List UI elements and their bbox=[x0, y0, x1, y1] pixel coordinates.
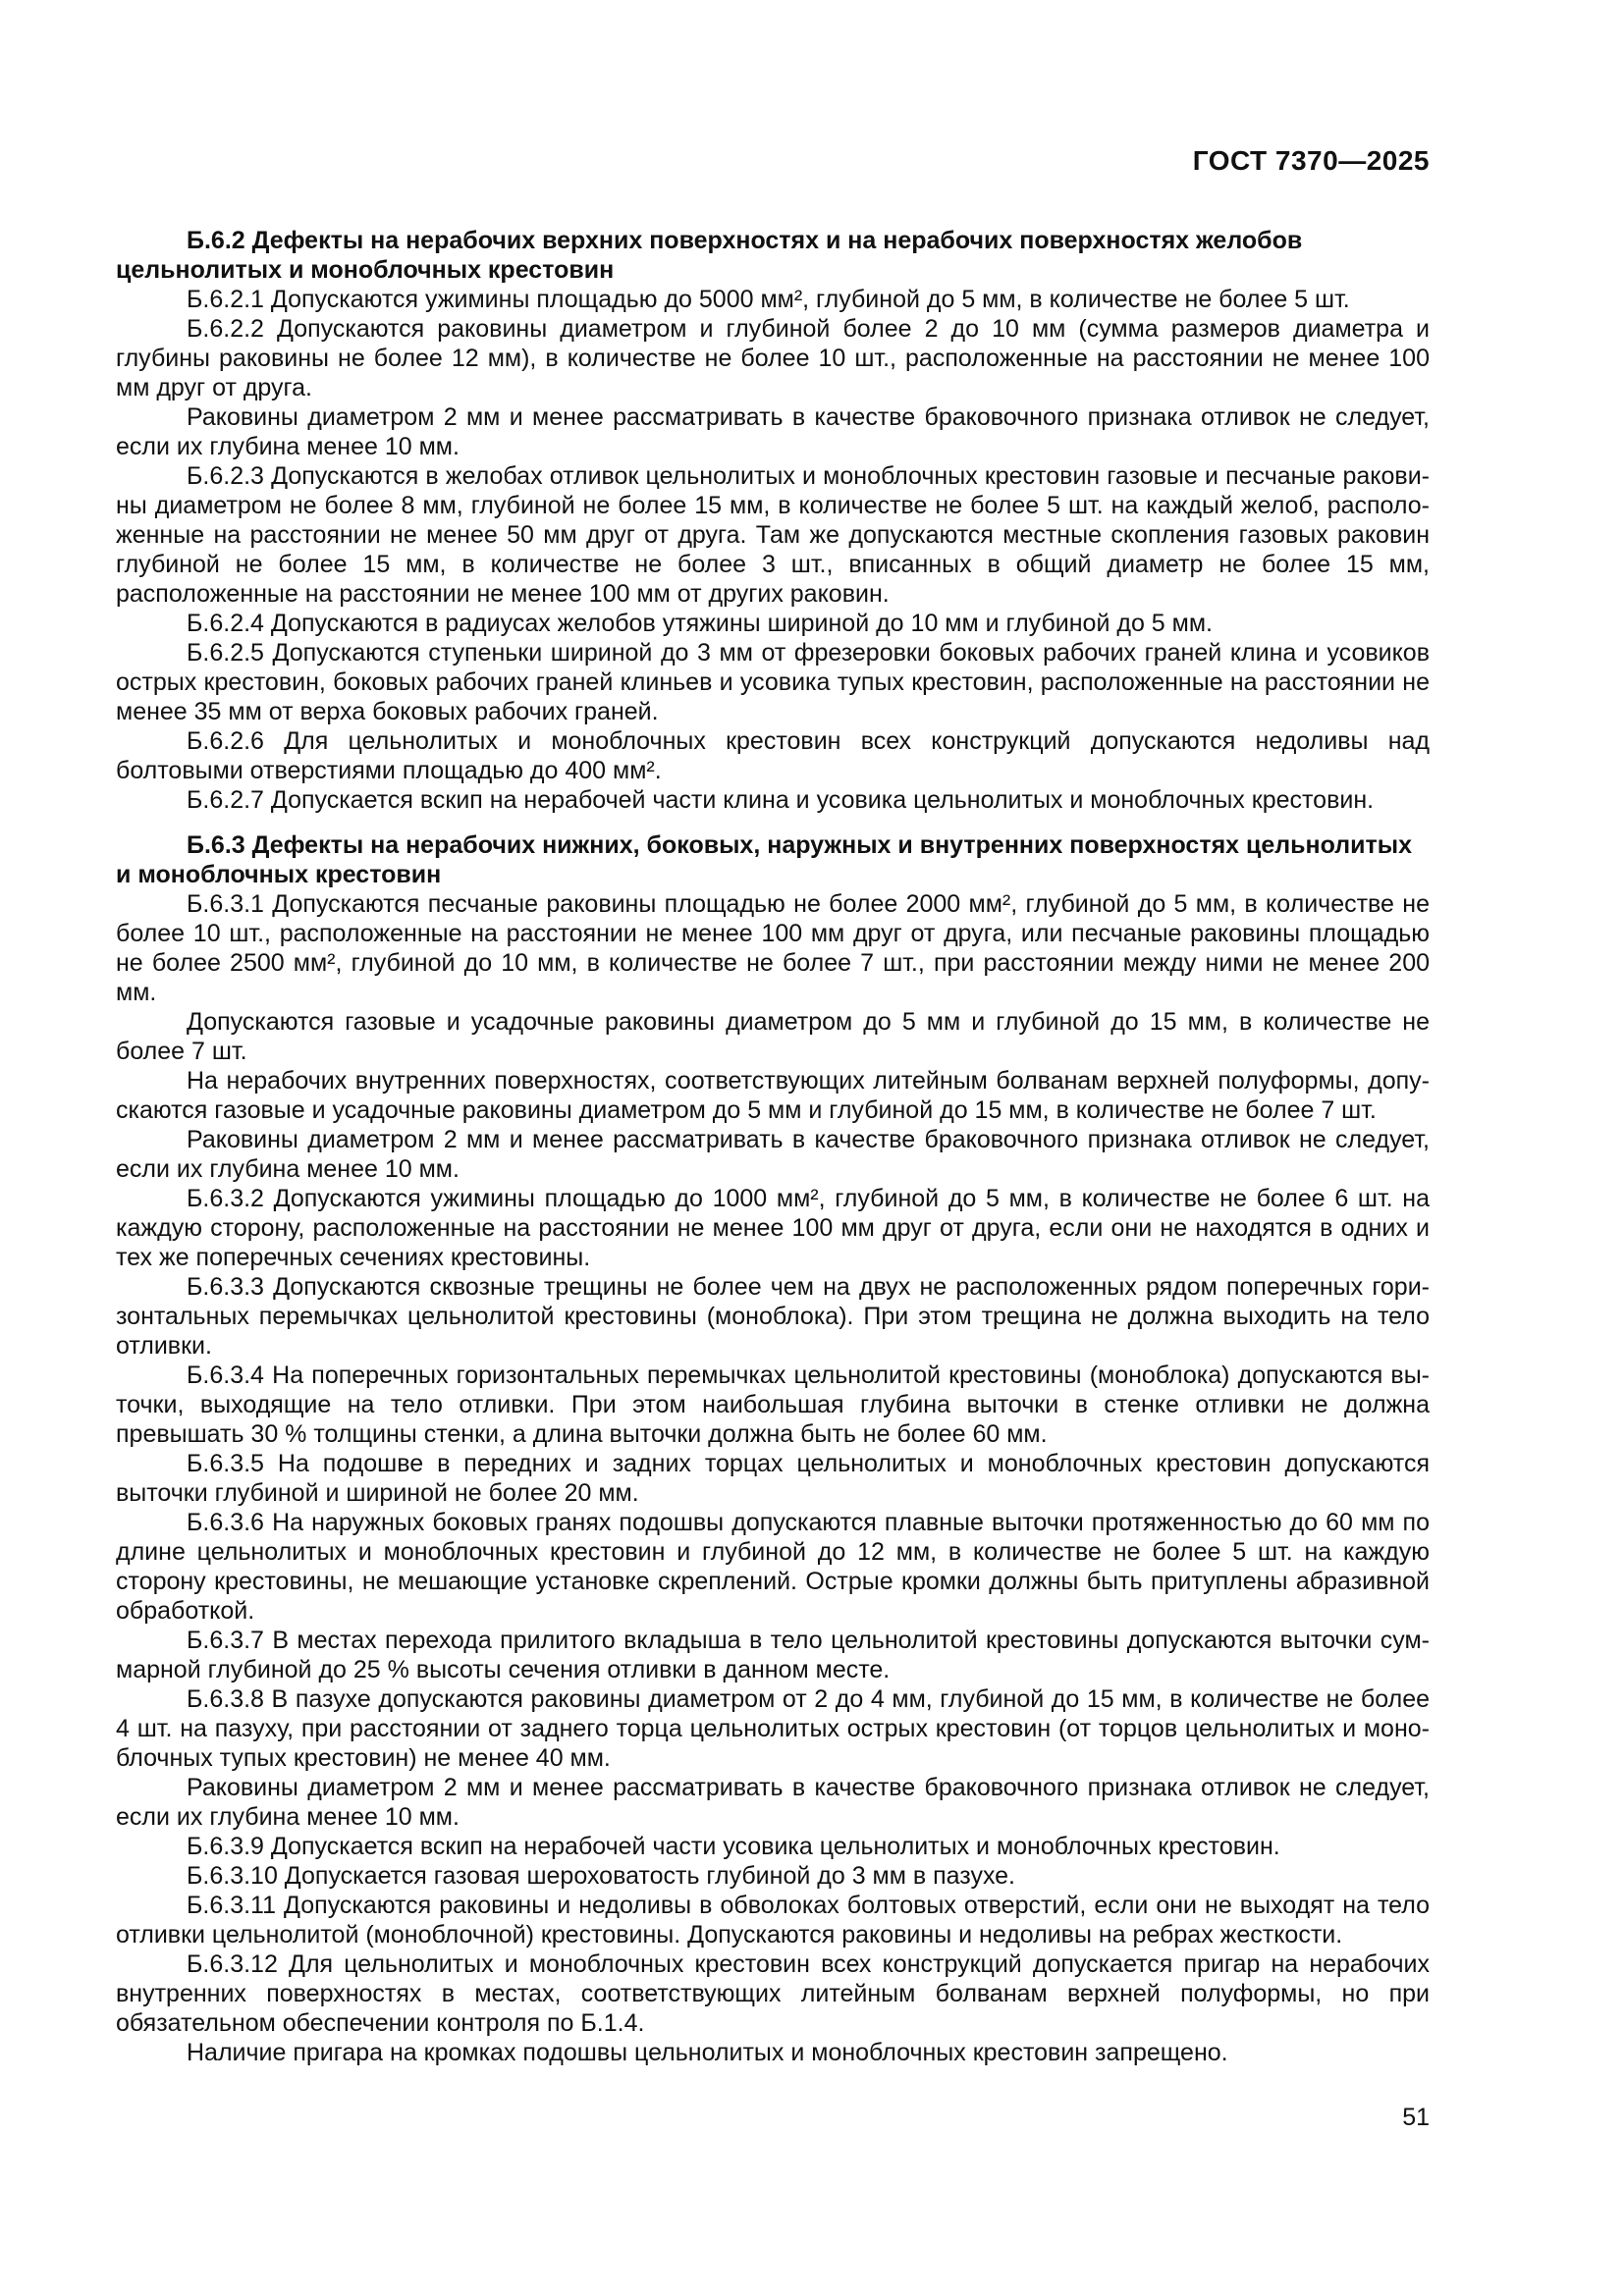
paragraph-prigar-ban: Наличие пригара на кромках подошвы цельнолитых и моноблочных крестовин запрещено. bbox=[187, 2039, 1228, 2066]
section-heading-b62: Б.6.2 Дефекты на нерабочих верхних поверхностях и на нерабочих поверхностях желобов цельнолитых и моноблочных крестовин bbox=[116, 227, 1303, 284]
paragraph-b639: Б.6.3.9 Допускается вскип на нерабочей части усовика цельнолитых и моноблочных крестовин. bbox=[187, 1833, 1280, 1860]
document-body bbox=[116, 226, 1430, 2067]
paragraph-b621: Б.6.2.1 Допускаются ужимины площадью до 5000 мм², глубиной до 5 мм, в количестве не более 5 шт. bbox=[187, 286, 1350, 313]
standard-reference: ГОСТ 7370—2025 bbox=[1192, 145, 1430, 176]
paragraph-b6311: Б.6.3.11 Допускаются раковины и недоливы в обволоках болтовых отверстий, если они не выходят на тело отливки цельнолитой (моноблочной) крестовины. Допускаются раковины и недоливы на ребрах жесткости. bbox=[116, 1892, 1430, 1949]
paragraph-b623: Б.6.2.3 Допускаются в желобах отливок цельнолитых и моноблочных крестовин газовые и песчаные раковины диаметром не более 8 мм, глубиной не более 15 мм, в количестве не более 5 шт. на каждый желоб, расположенные на расстоянии не менее 50 мм друг от друга. Там же допускаются местные скопления газовых раковин глубиной не более 15 мм, в количестве не более 3 шт., вписанных в общий диаметр не более 15 мм, расположенные на расстоянии не менее 100 мм от других раковин. bbox=[116, 462, 1430, 608]
running-header bbox=[116, 144, 1430, 178]
paragraph-b632: Б.6.3.2 Допускаются ужимины площадью до 1000 мм², глубиной до 5 мм, в количестве не более 6 шт. на каждую сторону, расположенные на расстоянии не менее 100 мм друг от друга, если они не находятся в одних и тех же поперечных сечениях крестовины. bbox=[116, 1185, 1430, 1271]
paragraph-b633: Б.6.3.3 Допускаются сквозные трещины не более чем на двух не расположенных рядом поперечных горизонтальных перемычках цельнолитой крестовины (моноблока). При этом трещина не должна выходить на тело отливки. bbox=[116, 1273, 1430, 1360]
paragraph-b631-gas: Допускаются газовые и усадочные раковины диаметром до 5 мм и глубиной до 15 мм, в количестве не более 7 шт. bbox=[116, 1008, 1430, 1065]
paragraph-b638: Б.6.3.8 В пазухе допускаются раковины диаметром от 2 до 4 мм, глубиной до 15 мм, в количестве не более 4 шт. на пазуху, при расстоянии от заднего торца цельнолитых острых крестовин (от торцов цельнолитых и моноблочных тупых крестовин) не менее 40 мм. bbox=[116, 1685, 1430, 1772]
page-number: 51 bbox=[1402, 2104, 1430, 2131]
paragraph-b638-note: Раковины диаметром 2 мм и менее рассматривать в качестве браковочного признака отливок не следует, если их глубина менее 10 мм. bbox=[116, 1774, 1430, 1831]
paragraph-b634: Б.6.3.4 На поперечных горизонтальных перемычках цельнолитой крестовины (моноблока) допускаются выточки, выходящие на тело отливки. При этом наибольшая глубина выточки в стенке отливки не должна превышать 30 % толщины стенки, а длина выточки должна быть не более 60 мм. bbox=[116, 1362, 1430, 1448]
paragraph-b627: Б.6.2.7 Допускается вскип на нерабочей части клина и усовика цельнолитых и моноблочных крестовин. bbox=[187, 786, 1375, 814]
paragraph-b622: Б.6.2.2 Допускаются раковины диаметром и глубиной более 2 до 10 мм (сумма размеров диаметра и глубины раковины не более 12 мм), в количестве не более 10 шт., расположенные на расстоянии не менее 100 мм друг от друга. bbox=[116, 315, 1430, 401]
paragraph-b631-inner: На нерабочих внутренних поверхностях, соответствующих литейным болванам верхней полуформы, допускаются газовые и усадочные раковины диаметром до 5 мм и глубиной до 15 мм, в количестве не более 7 шт. bbox=[116, 1067, 1430, 1124]
paragraph-b636: Б.6.3.6 На наружных боковых гранях подошвы допускаются плавные выточки протяженностью до 60 мм по длине цельнолитых и моноблочных крестовин и глубиной до 12 мм, в количестве не более 5 шт. на каждую сторону крестовины, не мешающие установке скреплений. Острые кромки должны быть притуплены абразивной обработкой. bbox=[116, 1509, 1430, 1625]
paragraph-b622-note: Раковины диаметром 2 мм и менее рассматривать в качестве браковочного признака отливок не следует, если их глубина менее 10 мм. bbox=[116, 403, 1430, 460]
paragraph-b631-note: Раковины диаметром 2 мм и менее рассматривать в качестве браковочного признака отливок не следует, если их глубина менее 10 мм. bbox=[116, 1126, 1430, 1183]
paragraph-b6312: Б.6.3.12 Для цельнолитых и моноблочных крестовин всех конструкций допускается пригар на нерабочих внутренних поверхностях в местах, соответствующих литейным болванам верхней полуформы, но при обязательном обеспечении контроля по Б.1.4. bbox=[116, 1950, 1430, 2037]
page-footer bbox=[116, 2103, 1430, 2132]
paragraph-b635: Б.6.3.5 На подошве в передних и задних торцах цельнолитых и моноблочных крестовин допускаются выточки глубиной и шириной не более 20 мм. bbox=[116, 1450, 1430, 1507]
paragraph-b624: Б.6.2.4 Допускаются в радиусах желобов утяжины шириной до 10 мм и глубиной до 5 мм. bbox=[187, 610, 1213, 637]
section-heading-b63: Б.6.3 Дефекты на нерабочих нижних, боковых, наружных и внутренних поверхностях цельнолитых и моноблочных крестовин bbox=[116, 831, 1413, 888]
paragraph-b631: Б.6.3.1 Допускаются песчаные раковины площадью не более 2000 мм², глубиной до 5 мм, в количестве не более 10 шт., расположенные на расстоянии не менее 100 мм друг от друга, или песчаные раковины площадью не более 2500 мм², глубиной до 10 мм, в количестве не более 7 шт., при расстоянии между ними не менее 200 мм. bbox=[116, 890, 1430, 1006]
paragraph-b6310: Б.6.3.10 Допускается газовая шероховатость глубиной до 3 мм в пазухе. bbox=[187, 1862, 1016, 1890]
paragraph-b626: Б.6.2.6 Для цельнолитых и моноблочных крестовин всех конструкций допускаются недоливы над болтовыми отверстиями площадью до 400 мм². bbox=[116, 727, 1430, 784]
paragraph-b625: Б.6.2.5 Допускаются ступеньки шириной до 3 мм от фрезеровки боковых рабочих граней клина и усовиков острых крестовин, боковых рабочих граней клиньев и усовика тупых крестовин, расположенные на расстоянии не менее 35 мм от верха боковых рабочих граней. bbox=[116, 639, 1430, 725]
paragraph-b637: Б.6.3.7 В местах перехода прилитого вкладыша в тело цельнолитой крестовины допускаются выточки суммарной глубиной до 25 % высоты сечения отливки в данном месте. bbox=[116, 1627, 1430, 1683]
